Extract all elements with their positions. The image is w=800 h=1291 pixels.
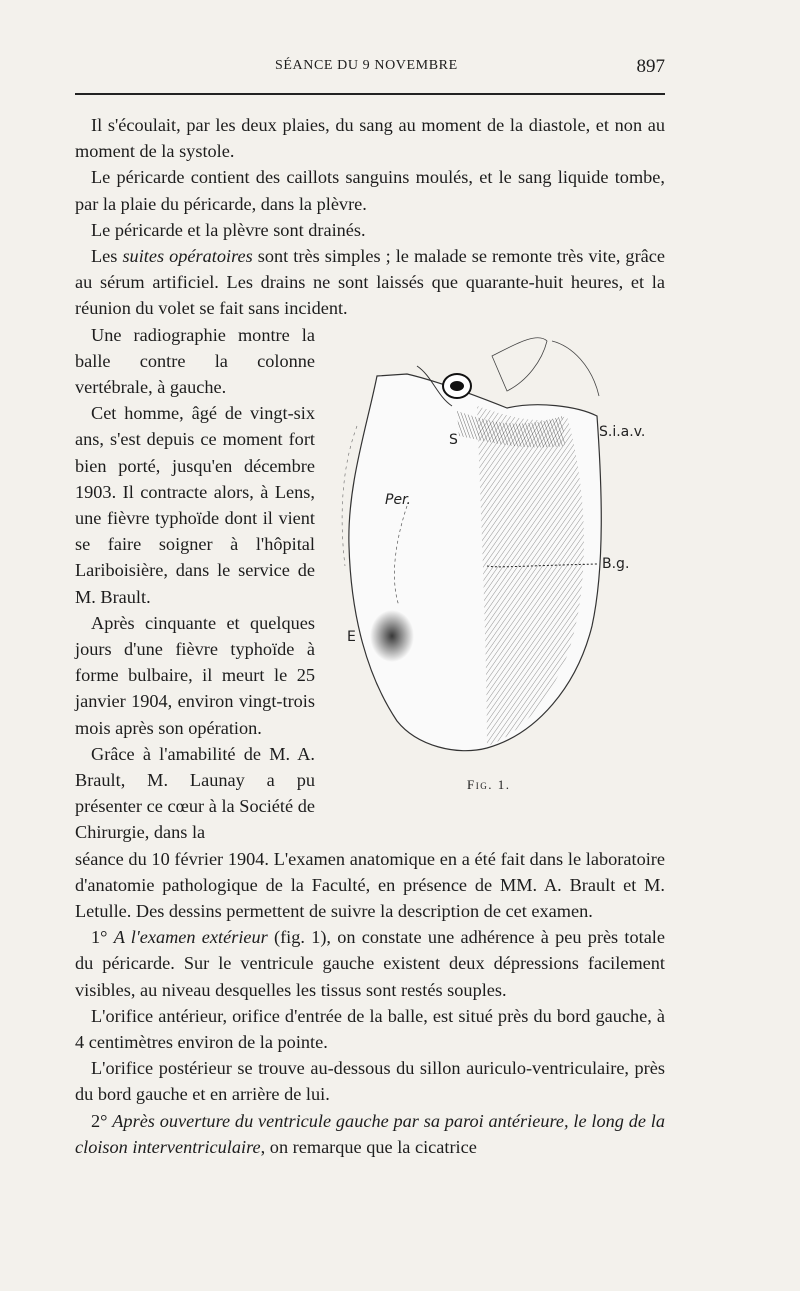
italic-phrase: suites opératoires (122, 246, 253, 267)
paragraph: Le péricarde et la plèvre sont drainés. (91, 219, 366, 240)
label-bg: B.g. (602, 555, 630, 572)
paragraph: Le péricarde contient des caillots sanguins moulés, et le sang liquide tombe, par la plaie du péricarde, dans la plèvre. (75, 167, 665, 214)
paragraph-lead: 2° (91, 1110, 113, 1131)
page-number: 897 (636, 56, 665, 77)
paragraph-rest: (fig. 1), on constate une adhérence à peu près totale du péricarde. Sur le ventricule gauche existent deux dépressions facilement visibles, au niveau desquelles les tissus sont restés souples. (75, 927, 666, 1000)
paragraph-rest: sont très simples ; le malade se remonte très vite, grâce au sérum artificiel. Les drains ne sont laissés que quarante-huit heures, et la réunion du volet se fait sans incident. (75, 246, 665, 319)
figure-wrap-block (75, 322, 665, 846)
paragraph: Il s'écoulait, par les deux plaies, du sang au moment de la diastole, et non au moment de la systole. (75, 115, 665, 162)
heart-engraving (337, 336, 667, 776)
paragraph: L'orifice postérieur se trouve au-dessous du sillon auriculo-ventriculaire, près du bord gauche et en arrière de lui. (75, 1058, 665, 1105)
label-e: E (347, 628, 356, 645)
paragraph: L'orifice antérieur, orifice d'entrée de la balle, est situé près du bord gauche, à 4 centimètres environ de la pointe. (75, 1005, 665, 1053)
label-per: Per. (385, 491, 411, 508)
label-s: S (449, 431, 458, 448)
paragraph-suites (75, 243, 665, 322)
page-header (75, 58, 665, 82)
running-title: SÉANCE DU 9 NOVEMBRE (275, 58, 458, 73)
paragraph: Après cinquante et quelques jours d'une fièvre typhoïde à forme bulbaire, il meurt le 25 janvier 1904, environ vingt-trois mois après son opération. (75, 612, 315, 738)
paragraph-opening (75, 1108, 665, 1160)
figure-caption: Fig. 1. (467, 776, 511, 792)
paragraph: Une radiographie montre la balle contre la colonne vertébrale, à gauche. (75, 324, 315, 398)
body-text (75, 112, 665, 1160)
label-siav: S.i.a.v. (599, 423, 646, 440)
paragraph: Cet homme, âgé de vingt-six ans, s'est depuis ce moment fort bien porté, jusqu'en décembre 1903. Il contracte alors, à Lens, une fièvre typhoïde dont il vient se faire soigner à l'hôpital Lariboisière, dans le service de M. Brault. (75, 403, 315, 607)
italic-phrase: Après ouverture du ventricule gauche par sa paroi antérieure, le long de la cloison interventriculaire (75, 1110, 665, 1157)
header-rule (75, 93, 665, 95)
paragraph-lead: 1° (91, 927, 114, 948)
heart-figure (337, 336, 667, 836)
paragraph-rest: , on remarque que la cicatrice (260, 1136, 477, 1157)
italic-phrase: A l'examen extérieur (113, 927, 268, 948)
paragraph: Grâce à l'amabilité de M. A. Brault, M. Launay a pu présenter ce cœur à la Société de Chirurgie, dans la (75, 743, 315, 843)
paragraph: séance du 10 février 1904. L'examen anatomique en a été fait dans le laboratoire d'anatomie pathologique de la Faculté, en présence de MM. A. Brault et M. Letulle. Des dessins permettent de suivre la description de cet examen. (75, 848, 665, 922)
wrapped-text-column (75, 322, 315, 846)
paragraph-lead: Les (91, 246, 123, 267)
paragraph-exam (75, 924, 665, 1003)
